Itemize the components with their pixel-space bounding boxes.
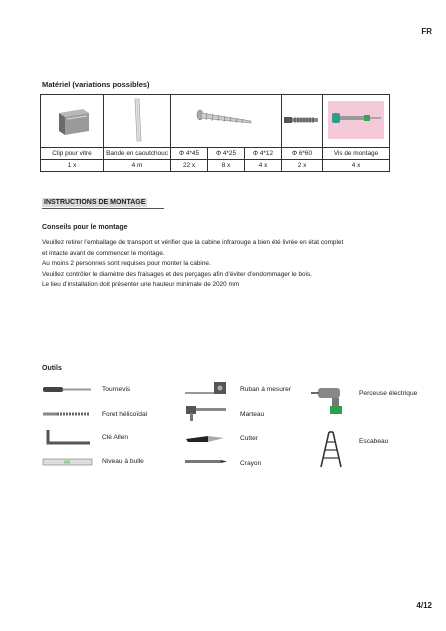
material-quantity: 1 x <box>41 160 104 172</box>
glass-clip-icon <box>41 95 103 145</box>
ladder-icon <box>318 430 344 468</box>
material-label: Φ 6*60 <box>282 148 323 160</box>
tool-label-screwdriver: Tournevis <box>102 386 131 393</box>
tool-label-power-drill: Perceuse électrique <box>359 390 418 397</box>
tool-label-tape-measure: Ruban à mesurer <box>240 386 291 393</box>
page-number: 4/12 <box>416 601 432 610</box>
tape-measure-icon <box>184 380 228 396</box>
tool-label-allen-key: Clé Allen <box>102 434 129 441</box>
material-label: Bande en caoutchouc <box>104 148 171 160</box>
material-quantity: 4 m <box>104 160 171 172</box>
material-label: Φ 4*25 <box>208 148 245 160</box>
tool-label-pencil: Crayon <box>240 460 262 467</box>
allen-key-icon <box>42 428 94 448</box>
rubber-band-image <box>104 95 171 148</box>
tool-label-twist-drill: Foret hélicoïdal <box>102 411 148 418</box>
spirit-level-icon <box>42 457 94 467</box>
advice-line: Au moins 2 personnes sont requises pour monter la cabine. <box>42 260 211 267</box>
tool-label-ladder: Escabeau <box>359 438 389 445</box>
rubber-band-icon <box>104 95 170 145</box>
lag-screw-icon <box>282 95 322 145</box>
material-label: Clip pour vitre <box>41 148 104 160</box>
tools-title: Outils <box>42 365 62 372</box>
material-quantity: 8 x <box>208 160 245 172</box>
tool-label-spirit-level: Niveau à bulle <box>102 458 144 465</box>
materials-title: Matériel (variations possibles) <box>42 80 150 89</box>
glass-clip-image <box>41 95 104 148</box>
advice-line: Veuillez retirer l’emballage de transport et vérifier que la cabine infrarouge a bien été livrée en état complet <box>42 239 344 246</box>
wood-screw-icon <box>171 95 281 145</box>
advice-line: Veuillez contrôler le diamètre des fraisages et des perçages afin d’éviter d’endommager le bois. <box>42 270 312 278</box>
mounting-screw-image <box>323 95 390 148</box>
screwdriver-icon <box>42 384 94 394</box>
tool-label-hammer: Marteau <box>240 411 265 418</box>
lag-screw-image <box>282 95 323 148</box>
screws-image <box>171 95 282 148</box>
advice-title: Conseils pour le montage <box>42 224 128 231</box>
hammer-icon <box>184 404 228 422</box>
cutter-icon <box>184 433 228 445</box>
tool-label-cutter: Cutter <box>240 435 258 442</box>
advice-line: et intacte avant de commencer le montage. <box>42 249 165 257</box>
material-quantity: 2 x <box>282 160 323 172</box>
divider <box>42 208 164 209</box>
pencil-icon <box>184 458 228 466</box>
material-label: Vis de montage <box>323 148 390 160</box>
material-quantity: 22 x <box>171 160 208 172</box>
material-quantity: 4 x <box>245 160 282 172</box>
advice-paragraph <box>42 238 422 291</box>
language-code: FR <box>421 27 432 36</box>
material-label: Φ 4*45 <box>171 148 208 160</box>
material-quantity: 4 x <box>323 160 390 172</box>
power-drill-icon <box>310 384 350 416</box>
material-label: Φ 4*12 <box>245 148 282 160</box>
advice-line: Le lieu d’installation doit présenter une hauteur minimale de 2020 mm <box>42 281 240 288</box>
materials-table <box>40 94 390 172</box>
mounting-screw-icon <box>323 95 389 145</box>
twist-drill-icon <box>42 409 94 419</box>
instructions-title: INSTRUCTIONS DE MONTAGE <box>44 199 146 206</box>
